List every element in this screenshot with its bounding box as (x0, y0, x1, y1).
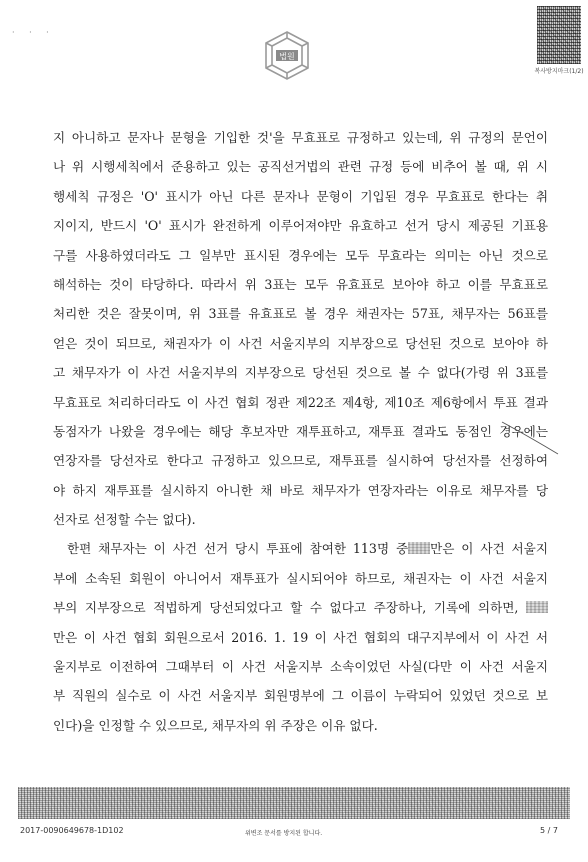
text-line: 구를 사용하였더라도 그 일부만 표시된 경우에는 모두 무효라는 의미는 아닌 것으로 (53, 247, 548, 263)
text-line: 무효표로 처리하더라도 이 사건 협회 정관 제22조 제4항, 제10조 제6항에서 투표 결과 (53, 394, 548, 410)
page-number: 5 / 7 (540, 826, 558, 835)
court-seal-emblem (256, 28, 318, 84)
body-text (53, 123, 548, 740)
scan-specks: · · · (12, 28, 55, 37)
text-line: 고 채무자가 이 사건 서울지부의 지부장으로 당선된 것으로 볼 수 없다(가령 위 3표를 (53, 365, 548, 381)
p2-line1-end: 만은 이 사건 서울지 (430, 541, 548, 557)
p2-line1-start: 한편 채무자는 이 사건 선거 당시 투표에 참여한 113명 중 (67, 541, 409, 557)
text-line: 연장자를 당선자로 한다고 규정하고 있으므로, 재투표를 실시하여 당선자를 선정하여 (53, 453, 548, 469)
text-line: 선자로 선정할 수는 없다). (53, 512, 196, 528)
document-id: 2017-0090649678-1D102 (20, 826, 124, 835)
text-line: 해석하는 것이 타당하다. 따라서 위 3표는 모두 유효표로 보아야 하고 이를 무효표로 (53, 276, 548, 292)
text-line: 울지부로 이전하여 그때부터 이 사건 서울지부 소속이었던 사실(다만 이 사건 서울지 (53, 659, 548, 675)
text-line: 얻은 것이 되므로, 채권자가 이 사건 서울지부의 지부장으로 당선된 것으로 보아야 하 (53, 335, 548, 351)
text-line: 지 아니하고 문자나 문형을 기입한 것'을 무효표로 규정하고 있는데, 위 규정의 문언이 (53, 130, 548, 145)
redaction-block (526, 601, 548, 613)
footer-note: 위변조 문서를 방지된 합니다. (245, 830, 323, 837)
p2-line3-text: 부의 지부장으로 적법하게 당선되었다고 할 수 없다고 주장하나, 기록에 의하면, (53, 600, 519, 616)
text-line: 부 직원의 실수로 이 사건 서울지부 회원명부에 그 이름이 누락되어 있었던 것으로 보 (53, 688, 548, 704)
text-line: 인다)을 인정할 수 있으므로, 채무자의 위 주장은 이유 없다. (53, 717, 378, 733)
text-line: 나 위 시행세칙에서 준용하고 있는 공직선거법의 관련 규정 등에 비추어 볼 때, 위 시 (53, 159, 548, 175)
paragraph2-line3 (53, 593, 548, 622)
text-line: 부에 소속된 회원이 아니어서 재투표가 실시되어야 하므로, 채권자는 이 사건 서울지 (53, 570, 548, 586)
paragraph2-line1 (53, 534, 548, 563)
text-line: 동점자가 나왔을 경우에는 해당 후보자만 재투표하고, 재투표 결과도 동점인 경우에는 (53, 423, 548, 439)
anti-copy-barcode-band (18, 787, 570, 819)
qr-code (537, 6, 581, 64)
pen-stroke-mark (500, 412, 560, 462)
text-line: 행세칙 규정은 'O' 표시가 아닌 다른 문자나 문형이 기입된 경우 무효표로 한다는 취 (53, 188, 548, 204)
qr-caption: 복사방지마크(1/2) (534, 68, 584, 75)
text-line: 야 하지 재투표를 실시하지 아니한 채 바로 채무자가 연장자라는 이유로 채무자를 당 (53, 482, 548, 498)
text-line: 지이지, 반드시 'O' 표시가 완전하게 이루어져야만 유효하고 선거 당시 제공된 기표용 (53, 218, 548, 234)
text-line: 만은 이 사건 협회 회원으로서 2016. 1. 19 이 사건 협회의 대구지부에서 이 사건 서 (53, 629, 548, 645)
seal-label: 법원 (279, 52, 295, 61)
redaction-block (408, 542, 430, 554)
text-line: 처리한 것은 잘못이며, 위 3표를 유효표로 볼 경우 채권자는 57표, 채무자는 56표를 (53, 306, 548, 322)
